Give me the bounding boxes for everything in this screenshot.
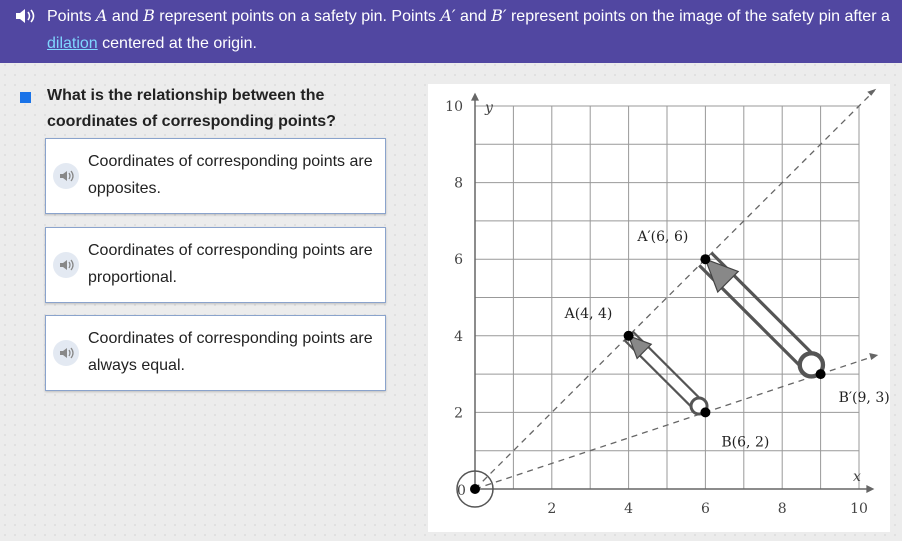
y-tick-label: 6 — [454, 252, 463, 269]
point-label: A′(6, 6) — [637, 229, 689, 246]
y-tick-label: 4 — [454, 328, 463, 345]
point-label: B(6, 2) — [721, 434, 770, 451]
point-A — [624, 331, 634, 341]
x-tick-label: 4 — [624, 501, 634, 517]
header-text: Points A and B represent points on a safety pin. Points A′ and B′ represent points on the image of the safety pin after a dilation centered at the origin. — [47, 6, 890, 52]
y-tick-label: 10 — [445, 99, 463, 115]
question-text: What is the relationship between the coordinates of corresponding points? — [47, 83, 387, 135]
ray-arrow-icon — [869, 353, 878, 360]
origin-point — [470, 484, 480, 494]
point-label: B′(9, 3) — [838, 390, 890, 407]
point-A-prime — [700, 254, 710, 264]
x-axis-label: x — [853, 469, 861, 485]
option-opposites[interactable]: Coordinates of corresponding points are opposites. — [45, 138, 386, 214]
dilation-ray-a — [475, 91, 874, 489]
point-B — [700, 407, 710, 417]
y-axis-arrow-icon — [471, 93, 479, 101]
x-tick-label: 10 — [850, 501, 868, 517]
x-tick-label: 8 — [777, 501, 787, 517]
point-label: A(4, 4) — [564, 305, 613, 322]
origin-label: 0 — [457, 483, 466, 499]
y-tick-label: 2 — [454, 405, 463, 422]
option-proportional[interactable]: Coordinates of corresponding points are proportional. — [45, 227, 386, 303]
y-axis-label: y — [485, 100, 493, 116]
ray-arrow-icon — [867, 89, 876, 96]
option-always-equal[interactable]: Coordinates of corresponding points are always equal. — [45, 315, 386, 391]
x-axis-arrow-icon — [866, 485, 874, 493]
point-B-prime — [816, 369, 826, 379]
x-tick-label: 2 — [547, 501, 557, 517]
dilation-link[interactable]: dilation — [47, 35, 98, 52]
x-tick-label: 6 — [700, 501, 710, 517]
y-tick-label: 8 — [454, 175, 463, 192]
